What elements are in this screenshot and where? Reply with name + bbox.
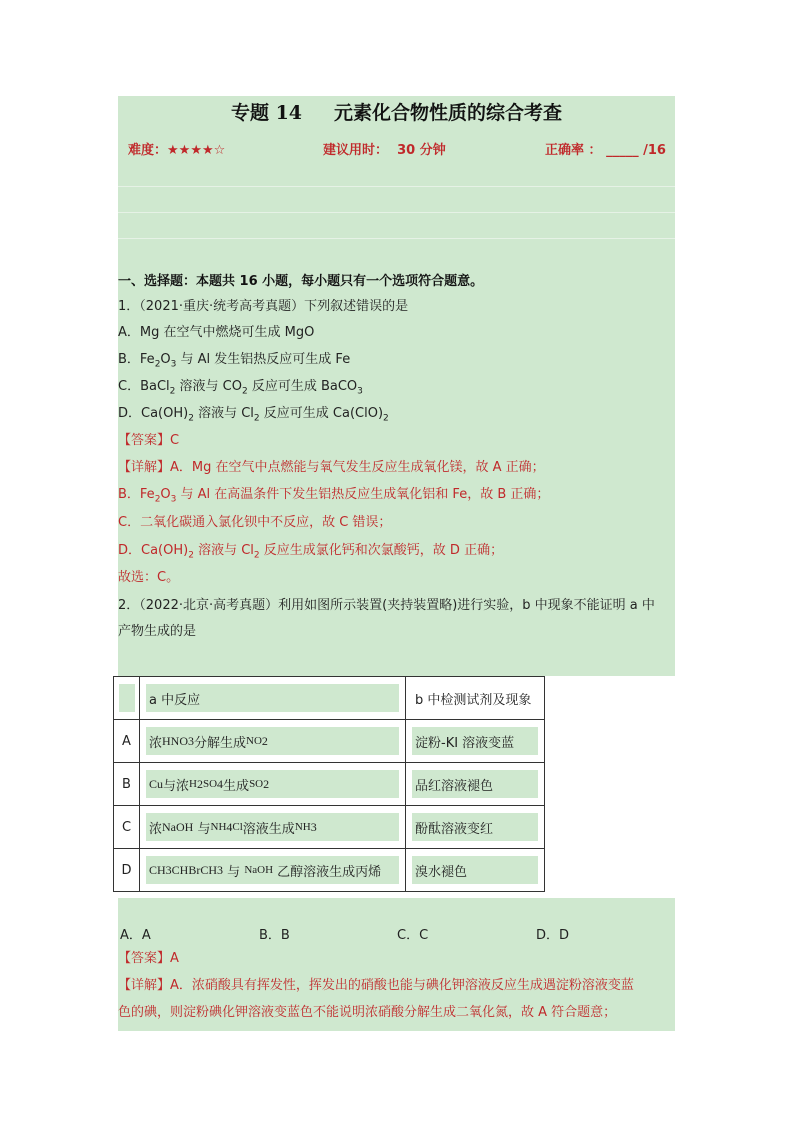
row-detection: 品红溶液褪色 (412, 770, 538, 798)
row-label: A (114, 720, 140, 763)
accuracy-blank: _____ (606, 143, 639, 158)
page-title: 专题 14 元素化合物性质的综合考查 (230, 102, 563, 124)
table-row (114, 763, 545, 806)
question-2-option-b: B．B (259, 928, 290, 943)
row-reaction: 浓 NaOH 与 NH 4 Cl 溶液生成 NH 3 (146, 813, 399, 841)
table-row (114, 720, 545, 763)
question-1-explanation-b: B．$Fe_2O_3$ 与 Al 在高温条件下发生铝热反应生成氧化铝和 Fe，故 B 正确； (118, 487, 550, 505)
table-header-b: b 中检测试剂及现象 (415, 692, 532, 708)
table-row (114, 849, 545, 892)
question-2-stem-line-1: 2．（2022·北京·高考真题）利用如图所示装置(夹持装置略)进行实验，b 中现象不能证明 a 中 (118, 598, 655, 613)
question-1-option-d: D．$Ca(OH)_2$ 溶液与 $Cl_2$ 反应可生成 $Ca(ClO)_2$ (118, 406, 389, 424)
difficulty: 难度：★★★★☆ (128, 143, 226, 158)
row-detection: 淀粉-KI 溶液变蓝 (412, 727, 538, 755)
row-label: C (114, 806, 140, 849)
row-reaction: Cu 与浓 H 2 SO 4 生成 SO 2 (146, 770, 399, 798)
rule (118, 238, 675, 239)
table-row (114, 806, 545, 849)
suggested-time: 建议用时： 30 分钟 (323, 143, 446, 158)
row-detection: 溴水褪色 (412, 856, 538, 884)
question-1-answer: 【答案】C (118, 433, 180, 448)
accuracy: 正确率 ： _____ /16 (545, 143, 666, 158)
row-label: D (114, 849, 140, 892)
row-reaction: CH 3 CHBrCH 3 与 NaOH 乙醇溶液生成丙烯 (146, 856, 399, 884)
header-label-cell (119, 684, 135, 712)
rule (118, 186, 675, 187)
question-1-stem: 1．（2021·重庆·统考高考真题）下列叙述错误的是 (118, 299, 409, 314)
question-1-option-b: B．$Fe_2O_3$ 与 Al 发生铝热反应可生成 Fe (118, 352, 351, 370)
question-2-option-a: A．A (120, 928, 151, 943)
row-reaction: 浓 HNO 3 分解生成 NO 2 (146, 727, 399, 755)
question-1-option-a: A．Mg 在空气中燃烧可生成 MgO (118, 325, 315, 340)
question-1-explanation-a: 【详解】A．Mg 在空气中点燃能与氧气发生反应生成氧化镁，故 A 正确； (118, 460, 545, 475)
question-1-option-c: C．BaCl$_2$ 溶液与 $CO_2$ 反应可生成 BaCO$_3$ (118, 379, 363, 397)
rule (118, 212, 675, 213)
section-heading: 一、选择题：本题共 16 小题，每小题只有一个选项符合题意。 (118, 274, 484, 289)
question-1-conclusion: 故选：C。 (118, 570, 180, 585)
question-2-option-c: C．C (397, 928, 429, 943)
difficulty-stars: ★★★★☆ (167, 143, 226, 158)
question-2-answer: 【答案】A (118, 951, 179, 966)
row-label: B (114, 763, 140, 806)
question-2-explanation-line-1: 【详解】A．浓硝酸具有挥发性，挥发出的硝酸也能与碘化钾溶液反应生成遇淀粉溶液变蓝 (118, 978, 634, 993)
table-header-a: a 中反应 (146, 684, 399, 712)
question-2-explanation-line-2: 色的碘，则淀粉碘化钾溶液变蓝色不能说明浓硝酸分解生成二氧化氮，故 A 符合题意； (118, 1005, 617, 1020)
question-2-option-d: D．D (536, 928, 570, 943)
question-1-explanation-c: C．二氧化碳通入氯化钡中不反应，故 C 错误； (118, 515, 392, 530)
table-header-row (114, 677, 545, 720)
question-1-explanation-d: D．$Ca(OH)_2$ 溶液与 $Cl_2$ 反应生成氯化钙和次氯酸钙，故 D 正确； (118, 543, 504, 561)
question-2-stem-line-2: 产物生成的是 (118, 624, 197, 639)
row-detection: 酚酞溶液变红 (412, 813, 538, 841)
question-2-table (113, 676, 545, 892)
